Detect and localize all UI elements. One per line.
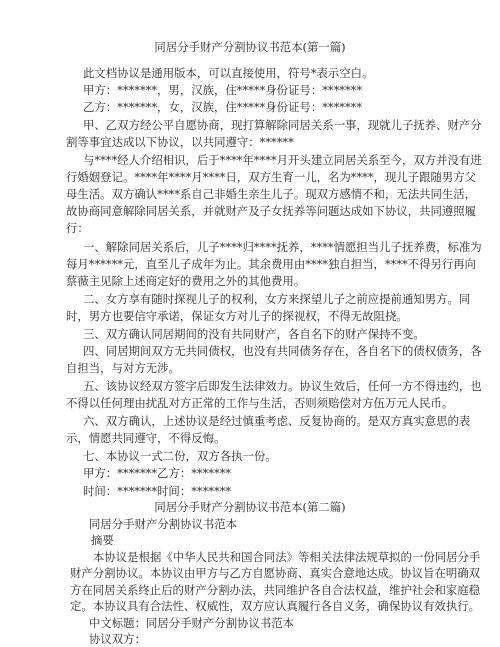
abstract-line: 本协议是根据《中华人民共和国合同法》等相关法律法规草拟的一份同居分手 [93,550,481,564]
agreement-paragraph-line: 割等事宜达成以下协议，以共同遵守：****** [66,135,294,149]
clause-three: 三、双方确认同居期间的没有共同财产，各自名下的财产保持不变。 [83,327,425,341]
clause-two-line: 二、女方享有随时探视儿子的权利，女方来探望儿子之前应提前通知男方。同 [83,292,471,306]
intro-paragraph: 此文档协议是通用版本，可以直接使用，符号*表示空白。 [83,66,374,80]
clause-four-line: 自担当，与对方无涉。 [66,361,180,375]
party-a-line: 甲方：*******，男，汉族，住*****身份证号：******* [83,83,363,97]
clause-six-line: 示，情愿共同遵守，不得反悔。 [66,431,226,445]
clause-seven: 七、本协议一式二份，双方各执一份。 [83,449,277,463]
abstract-heading: 摘要 [91,533,114,547]
clause-one-line: 蔡薇主见除上述商定好的费用之外的其他费用。 [66,274,306,288]
clause-two-line: 时，男方也要信守承诺，保证女方对儿子的探视权，不得无故阻挠。 [66,309,408,323]
history-paragraph-line: 故协商同意解除同居关系，并就财产及子女抚养等问题达成如下协议，共同遵照履 [66,204,477,218]
abstract-line: 财产分割协议。本协议由甲方与乙方自愿协商、真实合意地达成。协议旨在明确双 [70,566,481,580]
signature-line: 甲方：*******乙方：******* [83,466,232,480]
history-paragraph-line: 行婚姻登记。****年****月****日，双方生育一儿，名为****，现儿子跟随男方父 [66,170,477,184]
agreement-paragraph-line: 甲、乙双方经公平自愿协商，现打算解除同居关系一事，现就儿子抚养、财产分 [83,118,482,132]
abstract-line: 定。本协议具有合法性、权威性，双方应认真履行各自义务，确保协议有效执行。 [70,599,481,613]
clause-five-line: 五、该协议经双方签字后即发生法律效力。协议生效后，任何一方不得违约，也 [83,379,482,393]
chinese-title-line: 中文标题：同居分手财产分割协议书范本 [89,616,295,630]
date-line: 时间：*******时间：******* [83,484,232,498]
history-paragraph-line: 与****经人介绍相识，后于****年****月开头建立同居关系至今，双方并没有进 [83,153,482,167]
history-paragraph-line: 母生活。双方确认****系自己非婚生亲生儿子。现双方感情不和，无法共同生活， [66,187,477,201]
clause-six-line: 六、双方确认，上述协议是经过慎重考虑、反复协商的。是双方真实意思的表 [83,414,471,428]
section-subtitle: 同居分手财产分割协议书范本 [89,517,238,531]
clause-one-line: 一、解除同居关系后，儿子****归****抚养，****情愿担当儿子抚养费，标准为 [83,240,482,254]
doc-title-part-two: 同居分手财产分割协议书范本(第二篇) [154,500,346,514]
party-b-line: 乙方：*******，女，汉族，住*****身份证号：******* [83,100,363,114]
doc-title-part-one: 同居分手财产分割协议书范本(第一篇) [154,40,346,54]
clause-one-line: 每月******元，直至儿子成年为止。其余费用由****独自担当，****不得另行再向 [66,257,477,271]
history-paragraph-line: 行： [66,221,89,235]
clause-five-line: 不得以任何理由扰乱对方正常的工作与生活，否则须赔偿对方伍万元人民币。 [66,396,454,410]
abstract-line: 方在同居关系终止后的财产分割办法，共同维护各自合法权益，维护社会和家庭稳 [70,583,481,597]
clause-four-line: 四、同居期间双方无共同债权，也没有共同债务存在，各自名下的债权债务，各 [83,344,482,358]
parties-heading: 协议双方： [89,632,146,646]
